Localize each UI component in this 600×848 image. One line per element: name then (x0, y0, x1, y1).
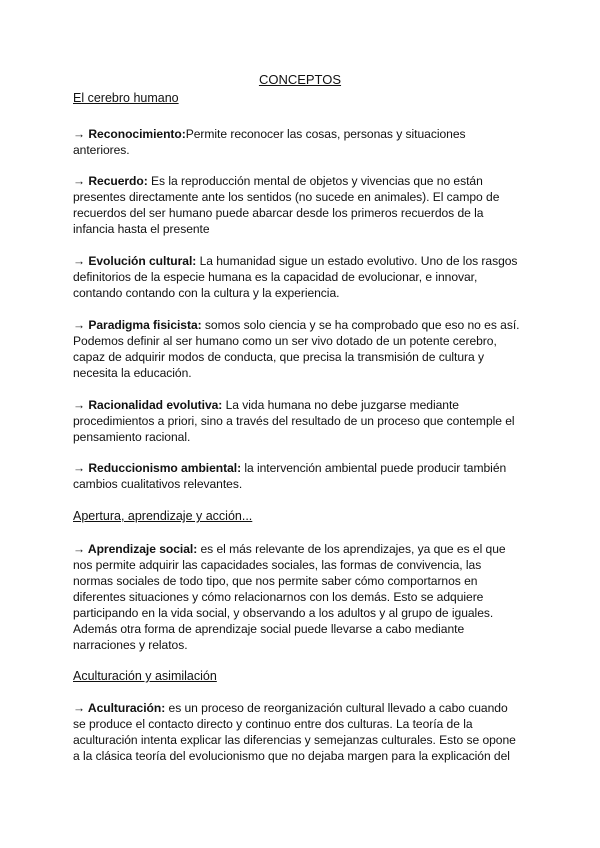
paragraph-term: → Paradigma fisicista: (73, 318, 202, 332)
paragraph-line: recuerdos del ser humano puede abarcar desde los primeros recuerdos de la (73, 206, 484, 220)
paragraph-text: es un proceso de reorganización cultural llevado a cabo cuando (165, 701, 508, 715)
paragraph-text: participando en la vida social, y observando a los adultos y al grupo de iguales. (73, 606, 494, 620)
paragraph-text: a la clásica teoría del evolucionismo que no dejaba margen para la explicación del (73, 749, 510, 763)
paragraph-racionalidad-evolutiva (73, 397, 533, 445)
paragraph-line (73, 476, 533, 492)
paragraph-text: Es la reproducción mental de objetos y vivencias que no están (147, 174, 483, 188)
paragraph-line (73, 349, 533, 365)
paragraph-reduccionismo-ambiental (73, 460, 533, 492)
paragraph-line (73, 429, 533, 445)
paragraph-line (73, 269, 533, 285)
paragraph-text: Permite reconocer las cosas, personas y situaciones (185, 127, 466, 141)
paragraph-line: anteriores. (73, 143, 130, 157)
paragraph-text: La vida humana no debe juzgarse mediante (222, 398, 459, 412)
paragraph-term: → Recuerdo: (73, 174, 148, 188)
paragraph-line (73, 732, 533, 748)
paragraph-term: → Racionalidad evolutiva: (73, 398, 223, 412)
paragraph-term: → Reconocimiento: (73, 127, 186, 141)
paragraph-text: procedimientos a priori, sino a través del resultado de un proceso que contemple el (73, 414, 515, 428)
section-heading-aculturacion: Aculturación y asimilación (73, 669, 217, 683)
paragraph-line (73, 557, 533, 573)
paragraph-term: → Reduccionismo ambiental: (73, 461, 242, 475)
paragraph-text: definitorios de la especie humana es la capacidad de evolucionar, e innovar, (73, 270, 478, 284)
paragraph-line (73, 173, 533, 189)
section-heading-apertura: Apertura, aprendizaje y acción... (73, 509, 253, 523)
paragraph-text: necesita la educación. (73, 366, 192, 380)
paragraph-text: la intervención ambiental puede producir también (241, 461, 507, 475)
paragraph-evolucion-cultural (73, 253, 533, 301)
paragraph-text: es el más relevante de los aprendizajes, ya que es el que (197, 542, 506, 556)
paragraph-reconocimiento (73, 126, 533, 158)
paragraph-text: nos permite adquirir las capacidades sociales, las formas de convivencia, las (73, 558, 482, 572)
paragraph-line (73, 605, 533, 621)
paragraph-text: aculturación intenta explicar las diferencias y semejanzas culturales. Esto se opone (73, 733, 516, 747)
paragraph-text: diferentes situaciones y cómo relacionarnos con los demás. Esto se adquiere (73, 590, 484, 604)
paragraph-line (73, 253, 533, 269)
document-title: CONCEPTOS (258, 72, 342, 87)
paragraph-recuerdo (73, 173, 533, 237)
section-heading-cerebro: El cerebro humano (73, 91, 179, 105)
paragraph-text: La humanidad sigue un estado evolutivo. Uno de los rasgos (196, 254, 518, 268)
paragraph-text: capaz de adquirir modos de conducta, que precisa la transmisión de cultura y (73, 350, 484, 364)
paragraph-line (73, 285, 533, 301)
paragraph-line (73, 637, 533, 653)
paragraph-term: → Evolución cultural: (73, 254, 197, 268)
paragraph-line (73, 541, 533, 557)
paragraph-line: infancia hasta el presente (73, 222, 210, 236)
paragraph-line (73, 716, 533, 732)
paragraph-line (73, 126, 533, 142)
paragraph-line (73, 317, 533, 333)
paragraph-line (73, 589, 533, 605)
paragraph-text: contando contando con la cultura y la experiencia. (73, 286, 340, 300)
paragraph-line (73, 333, 533, 349)
paragraph-aprendizaje-social (73, 541, 533, 653)
paragraph-line (73, 573, 533, 589)
paragraph-text: Además otra forma de aprendizaje social puede llevarse a cabo mediante (73, 622, 465, 636)
paragraph-line (73, 700, 533, 716)
paragraph-line (73, 460, 533, 476)
paragraph-text: se produce el contacto directo y continuo entre dos culturas. La teoría de la (73, 717, 473, 731)
paragraph-line (73, 621, 533, 637)
paragraph-term: → Aculturación: (73, 701, 166, 715)
paragraph-line (73, 397, 533, 413)
paragraph-text: somos solo ciencia y se ha comprobado que eso no es así. (201, 318, 520, 332)
paragraph-text: narraciones y relatos. (73, 638, 188, 652)
paragraph-aculturacion (73, 700, 533, 764)
paragraph-line (73, 365, 533, 381)
paragraph-line (73, 748, 533, 764)
paragraph-text: pensamiento racional. (73, 430, 191, 444)
paragraph-term: → Aprendizaje social: (73, 542, 198, 556)
paragraph-text: Podemos definir al ser humano como un ser vivo dotado de un potente cerebro, (73, 334, 497, 348)
paragraph-line (73, 413, 533, 429)
paragraph-text: cambios cualitativos relevantes. (73, 477, 243, 491)
paragraph-line: presentes directamente ante los sentidos (no sucede en animales). El campo de (73, 190, 500, 204)
paragraph-text: normas sociales de todo tipo, que nos permite saber cómo comportarnos en (73, 574, 478, 588)
paragraph-paradigma-fisicista (73, 317, 533, 381)
